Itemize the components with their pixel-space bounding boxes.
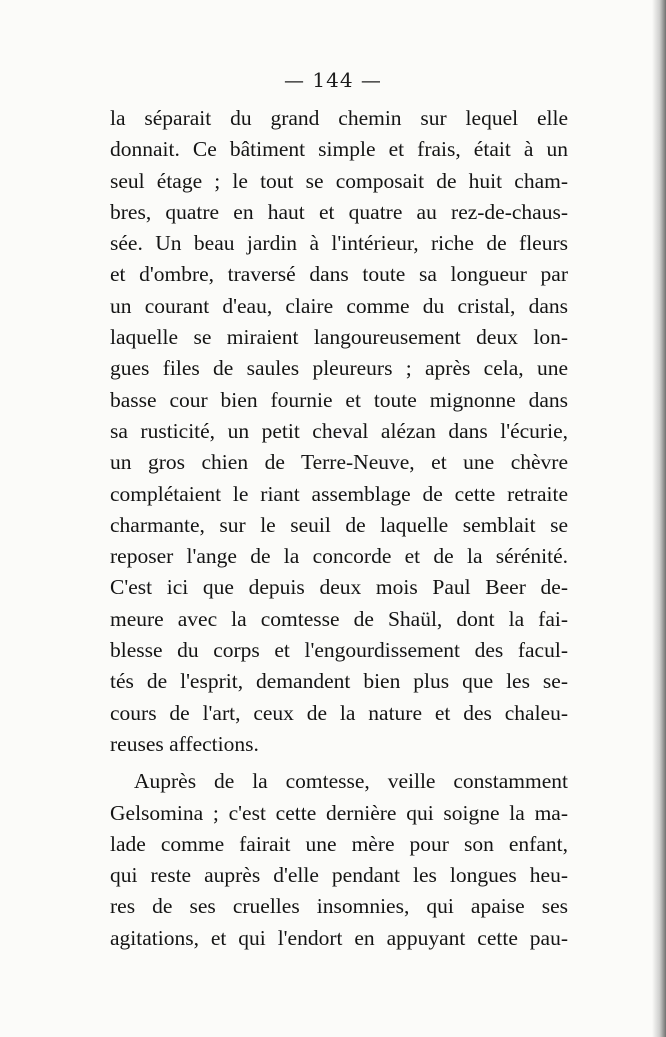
text-line: gues files de saules pleureurs ; après cela, une [110,356,568,381]
text-line: res de ses cruelles insomnies, qui apaise ses [110,894,568,919]
text-line: sa rusticité, un petit cheval alézan dans l'écurie, [110,418,568,443]
text-line: et d'ombre, traversé dans toute sa longueur par [110,262,568,287]
text-line: Gelsomina ; c'est cette dernière qui soigne la ma- [110,800,568,825]
body-text [110,103,568,954]
text-line: C'est ici que depuis deux mois Paul Beer de- [110,575,568,600]
text-line: cours de l'art, ceux de la nature et des chaleu- [110,700,568,725]
text-line: un courant d'eau, claire comme du cristal, dans [110,293,568,318]
text-line: tés de l'esprit, demandent bien plus que les se- [110,669,568,694]
text-line: un gros chien de Terre-Neuve, et une chèvre [110,450,568,475]
text-line: sée. Un beau jardin à l'intérieur, riche de fleurs [110,231,568,256]
text-line: qui reste auprès d'elle pendant les longues heu- [110,863,568,888]
text-line: bres, quatre en haut et quatre au rez-de-chaus- [110,199,568,224]
text-line: donnait. Ce bâtiment simple et frais, était à un [110,137,568,162]
text-line: lade comme fairait une mère pour son enfant, [110,831,568,856]
text-line: seul étage ; le tout se composait de huit cham- [110,168,568,193]
text-line: blesse du corps et l'engourdissement des facul- [110,638,568,663]
text-line: reposer l'ange de la concorde et de la sérénité. [110,544,568,569]
text-line: basse cour bien fournie et toute mignonne dans [110,387,568,412]
page-number: — 144 — [284,68,382,92]
text-line: reuses affections. [110,731,259,756]
text-line: agitations, et qui l'endort en appuyant cette pau- [110,925,568,950]
text-line: charmante, sur le seuil de laquelle semblait se [110,512,568,537]
text-line: complétaient le riant assemblage de cette retraite [110,481,568,506]
text-line: la séparait du grand chemin sur lequel elle [110,106,568,130]
paragraph-2 [110,766,568,954]
text-line: meure avec la comtesse de Shaül, dont la fai- [110,606,568,631]
text-line: laquelle se miraient langoureusement deux lon- [110,325,568,350]
page-edge-shadow [652,0,666,1037]
text-line: Auprès de la comtesse, veille constamment [134,769,568,794]
paragraph-1 [110,103,568,760]
